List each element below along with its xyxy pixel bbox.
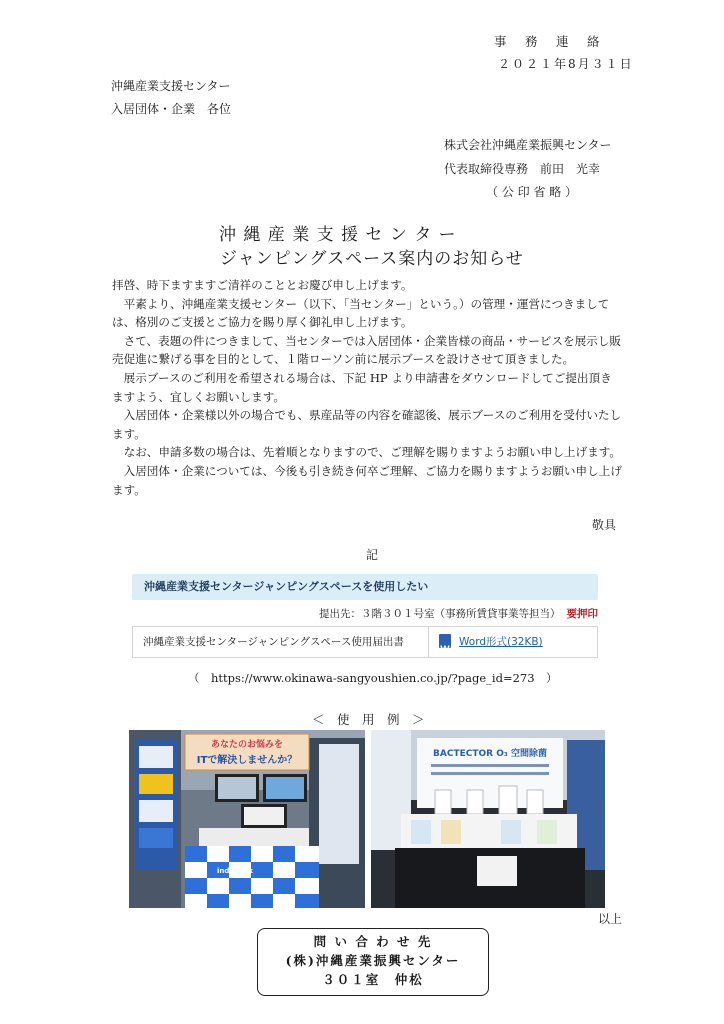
paragraph: 展示ブースのご利用を希望される場合は、下記 HP より申請書をダウンロードしてご提出頂きますよう、宜しくお願いします。 [112, 370, 612, 404]
contact-title: 問 い 合 わ せ 先 [313, 934, 433, 949]
banner-line1: あなたのお悩みを [210, 740, 284, 750]
booth-photo-1 [129, 730, 365, 908]
recipient-line1: 沖縄産業支援センター [111, 79, 231, 93]
seal-required: 要押印 [566, 608, 598, 620]
paragraph: さて、表題の件につきまして、当センターでは入居団体・企業皆様の商品・サービスを展示し販売促進に繋げる事を目的として、１階ローソン前に展示ブースを設けさせて頂きました。 [112, 333, 621, 367]
example-photo-1 [129, 730, 365, 908]
doc-date: ２０２１年8月３１日 [498, 57, 634, 71]
contact-org: (株)沖縄産業振興センター [285, 953, 461, 968]
examples-heading: ＜ 使 用 例 ＞ [312, 712, 425, 727]
contact-box [257, 928, 489, 996]
example-photo-2 [371, 730, 605, 908]
title-line1: 沖 縄 産 業 支 援 セ ン タ ー [219, 225, 457, 245]
download-cell [429, 627, 597, 657]
banner-line2: ITで解決しませんか？ [196, 755, 298, 766]
end-mark: 以上 [598, 912, 623, 926]
web-section-bar: 沖縄産業支援センタージャンピングスペースを使用したい [132, 574, 598, 600]
paragraph: なお、申請多数の場合は、先着順となりますので、ご理解を賜りますようお願い申し上げます。 [123, 445, 621, 460]
word-file-icon [439, 634, 451, 648]
booth-photo-2 [371, 730, 605, 908]
paragraph-greeting: 拝啓、時下ますますご清祥のこととお慶び申し上げます。 [112, 278, 413, 292]
paragraph: 入居団体・企業様以外の場合でも、県産品等の内容を確認後、展示ブースのご利用を受付いたします。 [112, 408, 622, 441]
doc-type: 事 務 連 絡 [494, 34, 603, 49]
sender-person: 代表取締役専務 前田 光幸 [444, 162, 601, 176]
sender-company: 株式会社沖縄産業振興センター [444, 138, 612, 152]
url-line: （ https://www.okinawa-sangyoushien.co.jp/?page_id=273 ） [188, 671, 558, 685]
body-text [112, 276, 622, 499]
title-line2: ジャンピングスペース案内のお知らせ [220, 249, 524, 269]
paragraph: 平素より、沖縄産業支援センター（以下、「当センター」という。）の管理・運営につきましては、格別のご支援とご協力を賜り厚く御礼申し上げます。 [112, 296, 610, 330]
submit-info [300, 606, 598, 621]
form-name: 沖縄産業支援センタージャンピングスペース使用届出書 [133, 627, 429, 657]
submit-to: 提出先：３階３０１号室（事務所賃貸事業等担当） [319, 608, 561, 620]
seal-omitted-note: （ 公 印 省 略 ） [486, 185, 578, 199]
photo2-sign: BACTECTOR O₃ 空間除菌 [433, 749, 547, 759]
closing-keigu: 敬具 [592, 518, 617, 532]
word-download-link[interactable]: Word形式(32KB) [459, 636, 543, 648]
paragraph: 入居団体・企業については、今後も引き続き何卒ご理解、ご協力を賜りますようお願い申し上げます。 [112, 463, 622, 497]
booth-brand-label: induslink [217, 867, 253, 875]
recipient-line2: 入居団体・企業 各位 [111, 102, 232, 116]
ki-mark: 記 [366, 548, 379, 562]
contact-person: ３０１室 仲松 [322, 972, 424, 987]
file-table [132, 626, 598, 658]
